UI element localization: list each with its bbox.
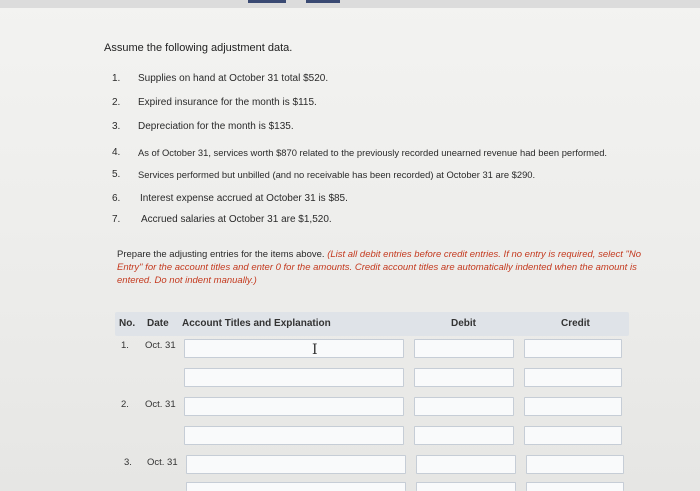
adjustment-number: 7.: [112, 214, 121, 225]
adjustment-number: 2.: [112, 97, 121, 108]
adjustment-number: 5.: [112, 169, 121, 180]
credit-input[interactable]: [524, 339, 622, 358]
adjustment-number: 3.: [112, 121, 121, 132]
adjustment-text: Accrued salaries at October 31 are $1,520.: [141, 214, 332, 225]
account-title-input[interactable]: [184, 397, 404, 416]
question-intro: Assume the following adjustment data.: [104, 42, 293, 54]
entry-number: 2.: [121, 399, 129, 410]
adjustment-text: Expired insurance for the month is $115.: [138, 97, 317, 108]
account-title-input[interactable]: [184, 426, 404, 445]
account-title-input[interactable]: [186, 455, 406, 474]
entry-number: 3.: [124, 457, 132, 468]
debit-input[interactable]: [414, 426, 514, 445]
credit-input[interactable]: [526, 455, 624, 474]
header-credit: Credit: [561, 318, 590, 329]
header-no: No.: [119, 318, 136, 329]
adjustment-number: 1.: [112, 73, 121, 84]
credit-input[interactable]: [524, 368, 622, 387]
adjustment-text: Interest expense accrued at October 31 is $85.: [140, 193, 348, 204]
debit-input[interactable]: [414, 368, 514, 387]
entry-date: Oct. 31: [145, 399, 176, 410]
text-cursor-icon: I: [312, 342, 318, 358]
account-title-input[interactable]: [186, 482, 406, 491]
credit-input[interactable]: [524, 397, 622, 416]
debit-input[interactable]: [414, 339, 514, 358]
credit-input[interactable]: [526, 482, 624, 491]
header-date: Date: [147, 318, 169, 329]
adjustment-text: As of October 31, services worth $870 related to the previously recorded unearned revenue had been performed.: [138, 147, 608, 158]
instructions-text: Prepare the adjusting entries for the items above.: [117, 249, 328, 260]
account-title-input[interactable]: [184, 339, 404, 358]
adjustment-number: 6.: [112, 193, 121, 204]
adjustment-text: Services performed but unbilled (and no receivable has been recorded) at October 31 are $290.: [138, 169, 536, 180]
entry-number: 1.: [121, 340, 129, 351]
instructions: [117, 248, 657, 287]
entry-date: Oct. 31: [147, 457, 178, 468]
adjustment-number: 4.: [112, 147, 121, 158]
credit-input[interactable]: [524, 426, 622, 445]
header-debit: Debit: [451, 318, 476, 329]
header-account-titles: Account Titles and Explanation: [182, 318, 331, 329]
debit-input[interactable]: [416, 455, 516, 474]
account-title-input[interactable]: [184, 368, 404, 387]
adjustment-text: Depreciation for the month is $135.: [138, 121, 294, 132]
instructions-emphasis: (List all debit entries before credit entries. If no entry is required, select "No Entry" for the account titles and enter 0 for the amounts. Credit account titles are automatically indented when the amount is entered. Do not indent manually.): [117, 249, 642, 286]
debit-input[interactable]: [416, 482, 516, 491]
debit-input[interactable]: [414, 397, 514, 416]
adjustment-text: Supplies on hand at October 31 total $520.: [138, 73, 329, 84]
entry-date: Oct. 31: [145, 340, 176, 351]
